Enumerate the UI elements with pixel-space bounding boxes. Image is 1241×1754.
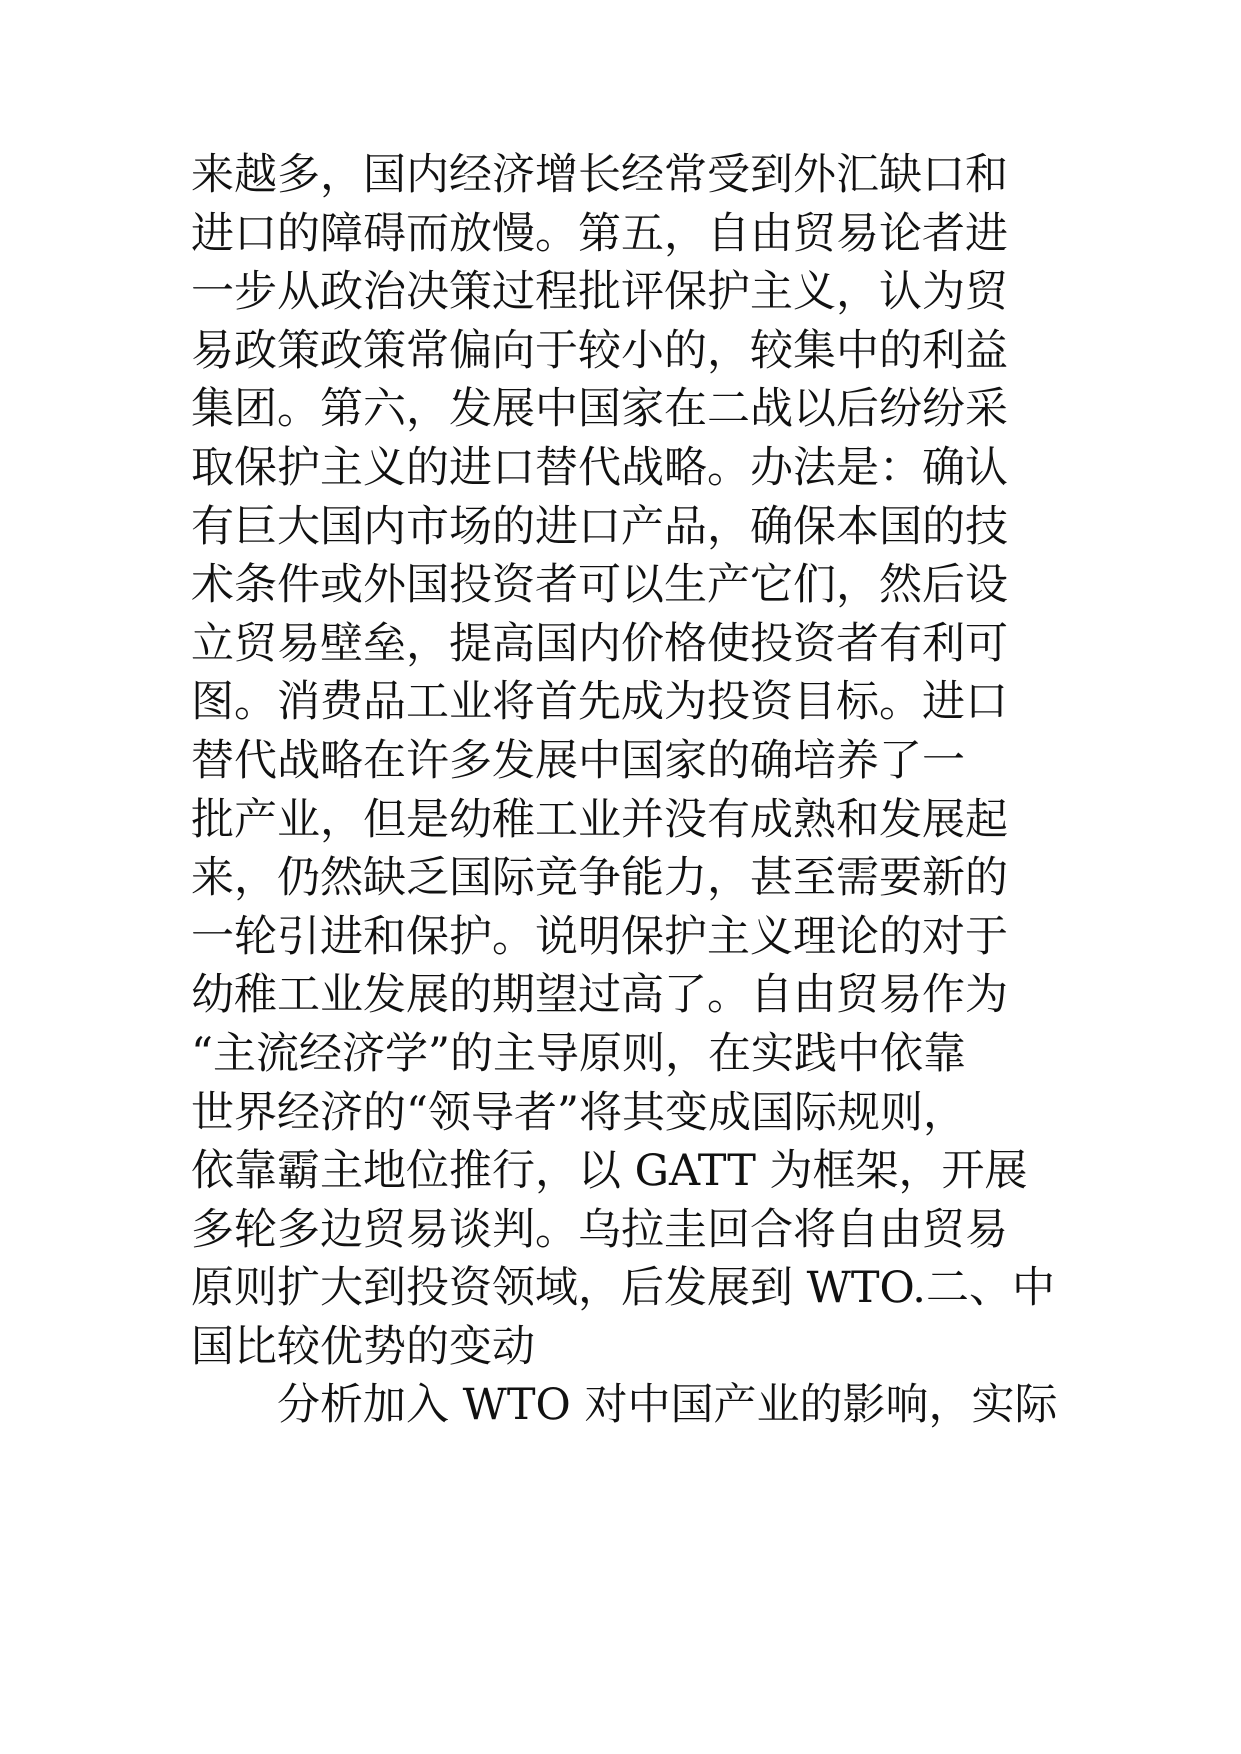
text-line: 多轮多边贸易谈判。乌拉圭回合将自由贸易 — [191, 1204, 1008, 1255]
text-line: 有巨大国内市场的进口产品，确保本国的技 — [191, 501, 1008, 552]
text-line: 集团。第六，发展中国家在二战以后纷纷采 — [191, 384, 1008, 435]
text-line: 来，仍然缺乏国际竞争能力，甚至需要新的 — [191, 853, 1008, 904]
body-text — [191, 146, 1071, 1435]
text-line: 来越多，国内经济增长经常受到外汇缺口和 — [191, 150, 1008, 200]
text-line: 世界经济的“领导者”将其变成国际规则， — [191, 1087, 966, 1138]
text-line: 幼稚工业发展的期望过高了。自由贸易作为 — [191, 970, 1008, 1021]
text-line: 依靠霸主地位推行，以 GATT 为框架，开展 — [191, 1146, 1028, 1197]
text-line: 批产业，但是幼稚工业并没有成熟和发展起 — [191, 794, 1008, 845]
text-line: 进口的障碍而放慢。第五，自由贸易论者进 — [191, 208, 1008, 259]
text-line: “主流经济学”的主导原则，在实践中依靠 — [191, 1028, 966, 1079]
text-line: 原则扩大到投资领域，后发展到 WTO.二、中 — [191, 1263, 1055, 1314]
text-line: 国比较优势的变动 — [191, 1321, 535, 1372]
text-line: 替代战略在许多发展中国家的确培养了一 — [191, 735, 965, 786]
text-line: 易政策政策常偏向于较小的，较集中的利益 — [191, 325, 1008, 376]
text-line: 取保护主义的进口替代战略。办法是：确认 — [191, 442, 1008, 493]
paragraph-start-line: 分析加入 WTO 对中国产业的影响，实际 — [277, 1380, 1058, 1431]
text-line: 图。消费品工业将首先成为投资目标。进口 — [191, 677, 1008, 728]
text-line: 术条件或外国投资者可以生产它们，然后设 — [191, 560, 1008, 611]
text-line: 一步从政治决策过程批评保护主义，认为贸 — [191, 267, 1008, 318]
text-line: 一轮引进和保护。说明保护主义理论的对于 — [191, 911, 1008, 962]
text-line: 立贸易壁垒，提高国内价格使投资者有利可 — [191, 618, 1008, 669]
